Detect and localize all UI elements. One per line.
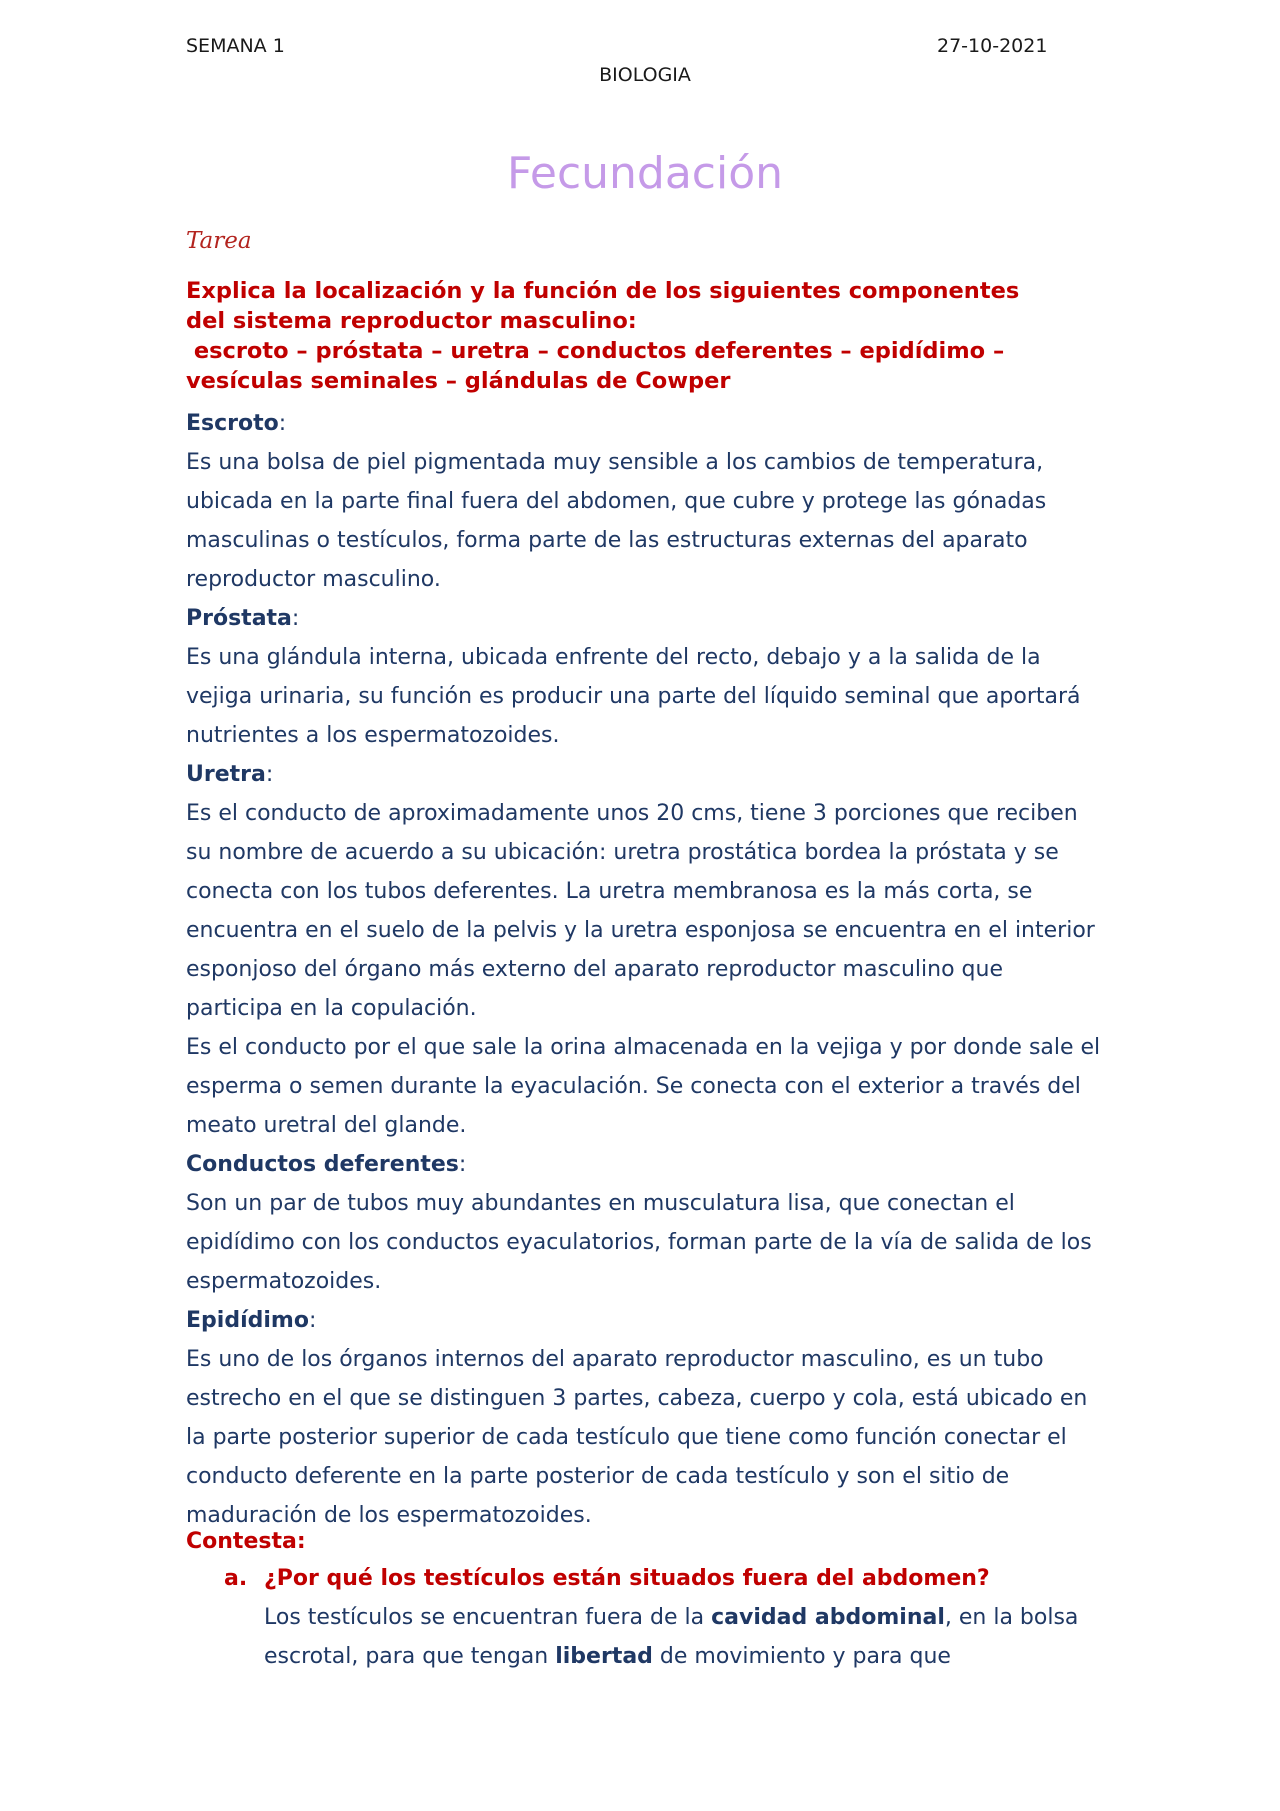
section-conductos-deferentes [186,1145,1106,1301]
section-heading [186,1145,1106,1184]
heading-colon: : [308,1308,317,1333]
answer-part-2: , en la bolsa escrotal, para que tengan [264,1605,1079,1669]
question-item [186,1559,1106,1598]
header-date: 27-10-2021 [937,35,1048,57]
section-paragraph: Son un par de tubos muy abundantes en musculatura lisa, que conectan el epidídimo con los conductos eyaculatorios, forman parte de la vía de salida de los espermatozoides. [186,1191,1092,1294]
question-answer [186,1598,1106,1676]
header-week: SEMANA 1 [186,35,285,57]
answer-part-1: Los testículos se encuentran fuera de la [264,1605,712,1630]
section-paragraph: Es una glándula interna, ubicada enfrente del recto, debajo y a la salida de la vejiga urinaria, su función es producir una parte del líquido seminal que aportará nutrientes a los espermatozoides. [186,645,1081,748]
instructions-line-4: vesículas seminales – glándulas de Cowper [186,368,731,394]
section-epididimo [186,1301,1106,1535]
section-heading [186,599,1106,638]
answer-bold-1: cavidad abdominal [711,1605,945,1630]
question-marker: a. [224,1566,248,1591]
document-body [186,228,1106,1676]
instructions-line-1: Explica la localización y la función de los siguientes componentes [186,278,1020,304]
task-instructions [186,276,1106,396]
section-paragraph: Es uno de los órganos internos del aparato reproductor masculino, es un tubo estrecho en el que se distinguen 3 partes, cabeza, cuerpo y cola, está ubicado en la parte posterior superior de cada testículo que tiene como función conectar el conducto deferente en la parte posterior de cada testículo y son el sitio de maduración de los espermatozoides. [186,1347,1088,1528]
heading-text: Próstata [186,606,292,631]
section-paragraph: Es una bolsa de piel pigmentada muy sensible a los cambios de temperatura, ubicada en la parte final fuera del abdomen, que cubre y protege las gónadas masculinas o testículos, forma parte de las estructuras externas del aparato reproductor masculino. [186,450,1047,592]
heading-colon: : [278,411,287,436]
answer-part-3: de movimiento y para que [652,1644,951,1669]
heading-colon: : [265,762,274,787]
instructions-line-2: del sistema reproductor masculino: [186,308,637,334]
section-paragraph: Es el conducto de aproximadamente unos 20 cms, tiene 3 porciones que reciben su nombre de acuerdo a su ubicación: uretra prostática bordea la próstata y se conecta con los tubos deferentes. La uretra membranosa es la más corta, se encuentra en el suelo de la pelvis y la uretra esponjosa se encuentra en el interior esponjoso del órgano más externo del aparato reproductor masculino que participa en la copulación. [186,801,1095,1021]
heading-colon: : [458,1152,467,1177]
section-escroto [186,404,1106,599]
heading-colon: : [291,606,300,631]
header-subject: BIOLOGIA [599,64,691,86]
heading-text: Escroto [186,411,279,436]
page-title: Fecundación [506,148,784,199]
contesta-label: Contesta: [186,1529,306,1554]
section-prostata [186,599,1106,755]
section-uretra [186,755,1106,1145]
tarea-label: Tarea [186,228,252,254]
instructions-line-3: escroto – próstata – uretra – conductos deferentes – epidídimo – [186,338,1005,364]
question-text: ¿Por qué los testículos están situados fuera del abdomen? [264,1566,990,1591]
section-heading [186,755,1106,794]
heading-text: Conductos deferentes [186,1152,459,1177]
heading-text: Uretra [186,762,266,787]
answer-bold-2: libertad [555,1644,653,1669]
heading-text: Epidídimo [186,1308,309,1333]
section-heading [186,404,1106,443]
section-paragraph: Es el conducto por el que sale la orina almacenada en la vejiga y por donde sale el esperma o semen durante la eyaculación. Se conecta con el exterior a través del meato uretral del glande. [186,1035,1101,1138]
section-heading [186,1301,1106,1340]
